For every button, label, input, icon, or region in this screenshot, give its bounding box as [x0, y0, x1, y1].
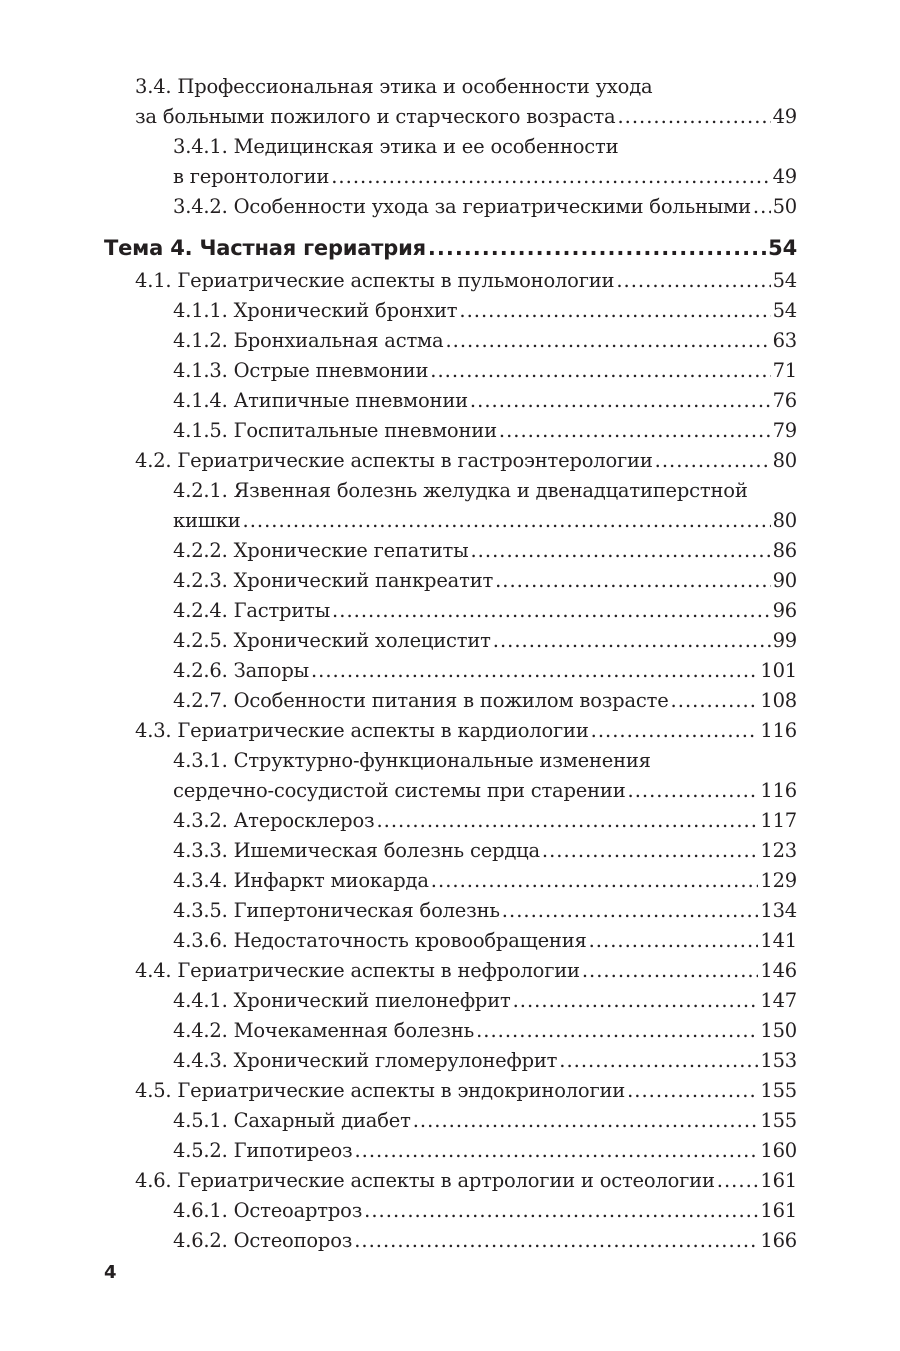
toc-entry-page: 123 — [760, 839, 797, 862]
toc-section[interactable] — [135, 72, 797, 132]
toc-entry-page: 80 — [772, 509, 797, 532]
toc-subsection[interactable] — [173, 866, 797, 896]
toc-entry-page: 86 — [772, 539, 797, 562]
dot-leader — [616, 266, 770, 296]
dot-leader — [628, 776, 759, 806]
dot-leader — [354, 1136, 758, 1166]
toc-subsection[interactable] — [173, 836, 797, 866]
toc-entry-title: 4.2.2. Хронические гепатиты — [173, 539, 469, 562]
dot-leader — [717, 1166, 759, 1196]
toc-entry-page: 134 — [760, 899, 797, 922]
toc-entry-page: 150 — [760, 1019, 797, 1042]
toc-entry-title: 4.3.3. Ишемическая болезнь сердца — [173, 839, 540, 862]
toc-section[interactable] — [135, 956, 797, 986]
dot-leader — [589, 926, 759, 956]
dot-leader — [331, 162, 770, 192]
dot-leader — [354, 1226, 758, 1256]
toc-entry-title: 4.3.4. Инфаркт миокарда — [173, 869, 429, 892]
toc-entry-page: 108 — [760, 689, 797, 712]
toc-entry-title: 4.1.2. Бронхиальная астма — [173, 329, 444, 352]
toc-entry-page: 155 — [760, 1109, 797, 1132]
dot-leader — [428, 232, 766, 264]
toc-entry-page: 71 — [772, 359, 797, 382]
dot-leader — [671, 686, 759, 716]
toc-subsection[interactable] — [173, 806, 797, 836]
toc-entry-title: 4.4.3. Хронический гломерулонефрит — [173, 1049, 558, 1072]
toc-entry-title: 4.2.7. Особенности питания в пожилом возрасте — [173, 689, 669, 712]
toc-entry-page: 129 — [760, 869, 797, 892]
dot-leader — [376, 806, 758, 836]
toc-subsection[interactable] — [173, 1016, 797, 1046]
toc-subsection[interactable] — [173, 746, 797, 806]
toc-subsection[interactable] — [173, 896, 797, 926]
toc-subsection[interactable] — [173, 686, 797, 716]
toc-subsection[interactable] — [173, 356, 797, 386]
toc-subsection[interactable] — [173, 1226, 797, 1256]
dot-leader — [430, 356, 770, 386]
toc-subsection[interactable] — [173, 1196, 797, 1226]
toc-section[interactable] — [135, 266, 797, 296]
toc-entry-title: 4.6.1. Остеоартроз — [173, 1199, 363, 1222]
toc-entry-page: 79 — [772, 419, 797, 442]
toc-entry-page: 147 — [760, 989, 797, 1012]
toc-subsection[interactable] — [173, 476, 797, 536]
toc-subsection[interactable] — [173, 536, 797, 566]
dot-leader — [591, 716, 759, 746]
toc-entry-page: 116 — [760, 719, 797, 742]
toc-subsection[interactable] — [173, 626, 797, 656]
toc-section[interactable] — [135, 1166, 797, 1196]
dot-leader — [413, 1106, 759, 1136]
toc-entry-page: 99 — [772, 629, 797, 652]
toc-subsection[interactable] — [173, 192, 797, 222]
toc-entry-page: 90 — [772, 569, 797, 592]
toc-entry-title: 3.4.2. Особенности ухода за гериатрическими больными — [173, 195, 751, 218]
dot-leader — [627, 1076, 758, 1106]
toc-section[interactable] — [135, 446, 797, 476]
toc-entry-title: кишки — [173, 509, 241, 532]
toc-entry-page: 54 — [772, 269, 797, 292]
toc-entry-title: сердечно-сосудистой системы при старении — [173, 779, 626, 802]
dot-leader — [502, 896, 759, 926]
toc-entry-title: 4.3. Гериатрические аспекты в кардиологии — [135, 719, 589, 742]
toc-entry-title: 4.4. Гериатрические аспекты в нефрологии — [135, 959, 580, 982]
toc-subsection[interactable] — [173, 296, 797, 326]
toc-entry-page: 63 — [772, 329, 797, 352]
toc-entry-page: 54 — [772, 299, 797, 322]
toc-entry-title: 4.4.2. Мочекаменная болезнь — [173, 1019, 475, 1042]
toc-entry-page: 80 — [772, 449, 797, 472]
table-of-contents — [0, 72, 900, 1256]
toc-entry-title: 4.3.5. Гипертоническая болезнь — [173, 899, 500, 922]
toc-entry-title: 4.5. Гериатрические аспекты в эндокринологии — [135, 1079, 626, 1102]
dot-leader — [459, 296, 770, 326]
dot-leader — [655, 446, 771, 476]
toc-entry-title: 4.6.2. Остеопороз — [173, 1229, 353, 1252]
dot-leader — [493, 626, 771, 656]
toc-entry-title: 4.2.3. Хронический панкреатит — [173, 569, 494, 592]
toc-entry-title: 4.4.1. Хронический пиелонефрит — [173, 989, 511, 1012]
toc-entry-page: 49 — [772, 165, 797, 188]
toc-entry-page: 50 — [772, 195, 797, 218]
toc-entry-title-line: 3.4. Профессиональная этика и особенности ухода — [135, 75, 653, 98]
toc-entry-page: 117 — [760, 809, 797, 832]
toc-entry-title: 4.6. Гериатрические аспекты в артрологии и остеологии — [135, 1169, 715, 1192]
toc-entry-page: 76 — [772, 389, 797, 412]
toc-subsection[interactable] — [173, 1046, 797, 1076]
toc-subsection[interactable] — [173, 416, 797, 446]
toc-entry-title: 4.3.6. Недостаточность кровообращения — [173, 929, 587, 952]
toc-section[interactable] — [135, 1076, 797, 1106]
toc-subsection[interactable] — [173, 326, 797, 356]
toc-entry-page: 161 — [760, 1199, 797, 1222]
dot-leader — [542, 836, 758, 866]
toc-entry-title: 4.5.2. Гипотиреоз — [173, 1139, 353, 1162]
dot-leader — [470, 386, 771, 416]
toc-entry-page: 96 — [772, 599, 797, 622]
toc-entry-title-line: 4.2.1. Язвенная болезнь желудка и двенадцатиперстной — [173, 479, 748, 502]
toc-subsection[interactable] — [173, 596, 797, 626]
toc-entry-page: 116 — [760, 779, 797, 802]
dot-leader — [332, 596, 771, 626]
toc-entry-title: 4.2.4. Гастриты — [173, 599, 331, 622]
toc-chapter[interactable] — [104, 232, 797, 264]
toc-entry-title: 4.3.2. Атеросклероз — [173, 809, 375, 832]
toc-entry-page: 146 — [760, 959, 797, 982]
toc-entry-page: 160 — [760, 1139, 797, 1162]
toc-entry-page: 141 — [760, 929, 797, 952]
toc-entry-title: 4.2. Гериатрические аспекты в гастроэнтерологии — [135, 449, 653, 472]
toc-entry-page: 166 — [760, 1229, 797, 1252]
toc-entry-title: Тема 4. Частная гериатрия — [104, 236, 426, 260]
toc-entry-title: 4.2.6. Запоры — [173, 659, 309, 682]
dot-leader — [499, 416, 771, 446]
dot-leader — [559, 1046, 758, 1076]
toc-entry-title: 4.1.1. Хронический бронхит — [173, 299, 458, 322]
dot-leader — [470, 536, 770, 566]
toc-entry-page: 153 — [760, 1049, 797, 1072]
toc-subsection[interactable] — [173, 566, 797, 596]
toc-entry-title: 4.1. Гериатрические аспекты в пульмонологии — [135, 269, 615, 292]
toc-entry-title: 4.1.3. Острые пневмонии — [173, 359, 429, 382]
dot-leader — [311, 656, 758, 686]
dot-leader — [364, 1196, 758, 1226]
toc-subsection[interactable] — [173, 1106, 797, 1136]
dot-leader — [431, 866, 759, 896]
toc-entry-page: 101 — [760, 659, 797, 682]
toc-subsection[interactable] — [173, 386, 797, 416]
toc-entry-title-line: 4.3.1. Структурно-функциональные изменения — [173, 749, 651, 772]
toc-entry-title: 4.5.1. Сахарный диабет — [173, 1109, 411, 1132]
toc-entry-page: 49 — [772, 105, 797, 128]
toc-subsection[interactable] — [173, 986, 797, 1016]
toc-subsection[interactable] — [173, 926, 797, 956]
toc-entry-title: 4.2.5. Хронический холецистит — [173, 629, 491, 652]
toc-subsection[interactable] — [173, 132, 797, 192]
toc-entry-page: 161 — [760, 1169, 797, 1192]
dot-leader — [582, 956, 759, 986]
toc-subsection[interactable] — [173, 656, 797, 686]
dot-leader — [513, 986, 759, 1016]
toc-entry-page: 54 — [768, 236, 797, 260]
page-number: 4 — [104, 1262, 117, 1283]
toc-entry-title: за больными пожилого и старческого возраста — [135, 105, 616, 128]
toc-entry-title: 4.1.5. Госпитальные пневмонии — [173, 419, 497, 442]
toc-entry-title: 4.1.4. Атипичные пневмонии — [173, 389, 468, 412]
dot-leader — [243, 506, 771, 536]
dot-leader — [617, 102, 770, 132]
dot-leader — [495, 566, 771, 596]
toc-entry-page: 155 — [760, 1079, 797, 1102]
toc-subsection[interactable] — [173, 1136, 797, 1166]
toc-section[interactable] — [135, 716, 797, 746]
dot-leader — [476, 1016, 758, 1046]
dot-leader — [445, 326, 770, 356]
toc-entry-title: в геронтологии — [173, 165, 330, 188]
toc-entry-title-line: 3.4.1. Медицинская этика и ее особенности — [173, 135, 619, 158]
dot-leader — [753, 192, 771, 222]
